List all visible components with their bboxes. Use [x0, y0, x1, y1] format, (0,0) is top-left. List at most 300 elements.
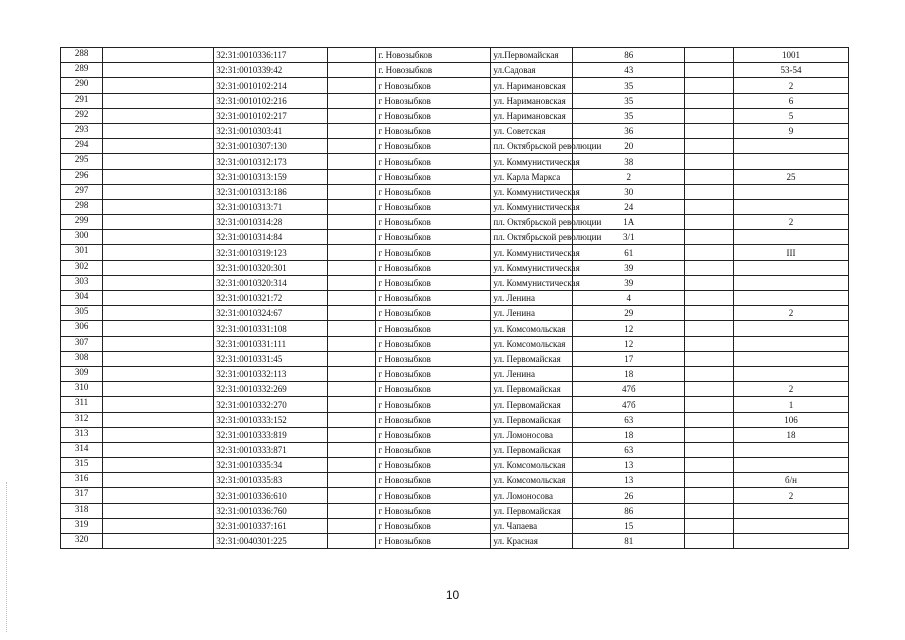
table-row	[61, 245, 849, 260]
row-number-cell: 313	[61, 427, 103, 442]
empty-cell	[327, 427, 376, 442]
row-number-cell: 291	[61, 93, 103, 108]
table-row	[61, 230, 849, 245]
apartment-cell	[734, 230, 849, 245]
apartment-cell: 1	[734, 397, 849, 412]
table-row	[61, 336, 849, 351]
empty-cell	[327, 518, 376, 533]
street-cell: ул. Карла Маркса	[491, 169, 573, 184]
empty-cell	[103, 321, 214, 336]
cadastral-number-cell: 32:31:0010336:760	[214, 503, 328, 518]
house-number-cell: 3/1	[573, 230, 685, 245]
cadastral-number-cell: 32:31:0010320:314	[214, 275, 328, 290]
apartment-cell	[734, 442, 849, 457]
street-cell: ул. Первомайская	[491, 397, 573, 412]
city-cell: г Новозыбков	[376, 93, 491, 108]
table-row	[61, 518, 849, 533]
row-number-cell: 309	[61, 366, 103, 381]
house-number-cell: 12	[573, 336, 685, 351]
property-table-container	[60, 47, 849, 549]
empty-cell	[327, 108, 376, 123]
city-cell: г Новозыбков	[376, 382, 491, 397]
house-number-cell: 26	[573, 488, 685, 503]
empty-cell	[103, 139, 214, 154]
cadastral-number-cell: 32:31:0010314:28	[214, 215, 328, 230]
table-row	[61, 63, 849, 78]
street-cell: ул. Первомайская	[491, 412, 573, 427]
empty-cell	[103, 382, 214, 397]
house-number-cell: 81	[573, 534, 685, 549]
city-cell: г Новозыбков	[376, 518, 491, 533]
apartment-cell: 6	[734, 93, 849, 108]
row-number-cell: 299	[61, 215, 103, 230]
row-number-cell: 316	[61, 473, 103, 488]
apartment-cell: 2	[734, 306, 849, 321]
row-number-cell: 315	[61, 458, 103, 473]
city-cell: г Новозыбков	[376, 336, 491, 351]
cadastral-number-cell: 32:31:0010314:84	[214, 230, 328, 245]
house-number-cell: 30	[573, 184, 685, 199]
apartment-cell: 1001	[734, 48, 849, 63]
table-row	[61, 503, 849, 518]
apartment-cell: 9	[734, 123, 849, 138]
empty-cell	[103, 412, 214, 427]
table-row	[61, 78, 849, 93]
cadastral-number-cell: 32:31:0010333:871	[214, 442, 328, 457]
row-number-cell: 307	[61, 336, 103, 351]
cadastral-number-cell: 32:31:0010324:67	[214, 306, 328, 321]
city-cell: г Новозыбков	[376, 534, 491, 549]
empty-cell	[103, 245, 214, 260]
apartment-cell	[734, 275, 849, 290]
row-number-cell: 303	[61, 275, 103, 290]
empty-cell	[327, 442, 376, 457]
street-cell: ул. Коммунистическая	[491, 245, 573, 260]
empty-cell	[327, 230, 376, 245]
house-number-cell: 18	[573, 366, 685, 381]
empty-cell	[327, 260, 376, 275]
empty-cell	[327, 412, 376, 427]
empty-cell	[103, 291, 214, 306]
empty-cell	[685, 215, 734, 230]
row-number-cell: 317	[61, 488, 103, 503]
city-cell: г Новозыбков	[376, 260, 491, 275]
table-row	[61, 260, 849, 275]
street-cell: ул. Коммунистическая	[491, 260, 573, 275]
empty-cell	[685, 154, 734, 169]
apartment-cell	[734, 518, 849, 533]
table-row	[61, 154, 849, 169]
house-number-cell: 63	[573, 412, 685, 427]
apartment-cell: 25	[734, 169, 849, 184]
city-cell: г Новозыбков	[376, 139, 491, 154]
street-cell: ул. Ломоносова	[491, 488, 573, 503]
cadastral-number-cell: 32:31:0010307:130	[214, 139, 328, 154]
cadastral-number-cell: 32:31:0010303:41	[214, 123, 328, 138]
empty-cell	[685, 518, 734, 533]
empty-cell	[327, 488, 376, 503]
empty-cell	[685, 63, 734, 78]
empty-cell	[103, 123, 214, 138]
street-cell: ул. Чапаева	[491, 518, 573, 533]
empty-cell	[685, 199, 734, 214]
row-number-cell: 319	[61, 518, 103, 533]
row-number-cell: 302	[61, 260, 103, 275]
row-number-cell: 295	[61, 154, 103, 169]
empty-cell	[103, 184, 214, 199]
street-cell: ул. Советская	[491, 123, 573, 138]
empty-cell	[685, 245, 734, 260]
empty-cell	[327, 169, 376, 184]
city-cell: г Новозыбков	[376, 108, 491, 123]
city-cell: г Новозыбков	[376, 473, 491, 488]
city-cell: г Новозыбков	[376, 215, 491, 230]
table-row	[61, 427, 849, 442]
empty-cell	[327, 93, 376, 108]
cadastral-number-cell: 32:31:0010331:45	[214, 351, 328, 366]
row-number-cell: 312	[61, 412, 103, 427]
empty-cell	[685, 291, 734, 306]
empty-cell	[327, 48, 376, 63]
table-row	[61, 488, 849, 503]
empty-cell	[103, 366, 214, 381]
row-number-cell: 305	[61, 306, 103, 321]
empty-cell	[685, 321, 734, 336]
street-cell: ул. Коммунистическая	[491, 154, 573, 169]
row-number-cell: 310	[61, 382, 103, 397]
city-cell: г Новозыбков	[376, 78, 491, 93]
apartment-cell	[734, 458, 849, 473]
cadastral-number-cell: 32:31:0010335:34	[214, 458, 328, 473]
table-row	[61, 184, 849, 199]
empty-cell	[327, 458, 376, 473]
street-cell: пл. Октябрьской революции	[491, 215, 573, 230]
apartment-cell	[734, 534, 849, 549]
table-row	[61, 48, 849, 63]
apartment-cell: б/н	[734, 473, 849, 488]
table-row	[61, 412, 849, 427]
empty-cell	[103, 215, 214, 230]
empty-cell	[103, 351, 214, 366]
street-cell: ул. Ленина	[491, 291, 573, 306]
row-number-cell: 320	[61, 534, 103, 549]
house-number-cell: 35	[573, 108, 685, 123]
street-cell: ул. Комсомольская	[491, 473, 573, 488]
cadastral-number-cell: 32:31:0010332:113	[214, 366, 328, 381]
house-number-cell: 47б	[573, 382, 685, 397]
house-number-cell: 13	[573, 458, 685, 473]
city-cell: г Новозыбков	[376, 306, 491, 321]
street-cell: ул. Первомайская	[491, 442, 573, 457]
table-row	[61, 199, 849, 214]
empty-cell	[103, 108, 214, 123]
row-number-cell: 304	[61, 291, 103, 306]
empty-cell	[103, 534, 214, 549]
house-number-cell: 86	[573, 48, 685, 63]
cadastral-number-cell: 32:31:0010336:117	[214, 48, 328, 63]
street-cell: ул. Комсомольская	[491, 458, 573, 473]
table-row	[61, 306, 849, 321]
empty-cell	[685, 230, 734, 245]
table-row	[61, 382, 849, 397]
empty-cell	[685, 412, 734, 427]
empty-cell	[327, 139, 376, 154]
city-cell: г Новозыбков	[376, 291, 491, 306]
apartment-cell: 2	[734, 215, 849, 230]
empty-cell	[685, 534, 734, 549]
cadastral-number-cell: 32:31:0010321:72	[214, 291, 328, 306]
city-cell: г Новозыбков	[376, 503, 491, 518]
apartment-cell	[734, 139, 849, 154]
apartment-cell	[734, 184, 849, 199]
empty-cell	[327, 215, 376, 230]
house-number-cell: 39	[573, 260, 685, 275]
house-number-cell: 86	[573, 503, 685, 518]
street-cell: ул. Коммунистическая	[491, 275, 573, 290]
cadastral-number-cell: 32:31:0040301:225	[214, 534, 328, 549]
house-number-cell: 17	[573, 351, 685, 366]
apartment-cell	[734, 321, 849, 336]
empty-cell	[103, 260, 214, 275]
cadastral-number-cell: 32:31:0010333:819	[214, 427, 328, 442]
cadastral-number-cell: 32:31:0010102:217	[214, 108, 328, 123]
empty-cell	[327, 306, 376, 321]
street-cell: ул. Первомайская	[491, 503, 573, 518]
apartment-cell: III	[734, 245, 849, 260]
city-cell: г Новозыбков	[376, 230, 491, 245]
scan-edge-marks	[6, 482, 9, 632]
city-cell: г. Новозыбков	[376, 48, 491, 63]
table-row	[61, 291, 849, 306]
empty-cell	[685, 366, 734, 381]
house-number-cell: 24	[573, 199, 685, 214]
row-number-cell: 288	[61, 48, 103, 63]
empty-cell	[685, 306, 734, 321]
street-cell: ул.Садовая	[491, 63, 573, 78]
empty-cell	[103, 488, 214, 503]
empty-cell	[685, 123, 734, 138]
street-cell: пл. Октябрьской революции	[491, 139, 573, 154]
empty-cell	[685, 442, 734, 457]
cadastral-number-cell: 32:31:0010312:173	[214, 154, 328, 169]
apartment-cell	[734, 260, 849, 275]
empty-cell	[685, 275, 734, 290]
city-cell: г Новозыбков	[376, 366, 491, 381]
street-cell: ул. Комсомольская	[491, 321, 573, 336]
city-cell: г Новозыбков	[376, 427, 491, 442]
cadastral-number-cell: 32:31:0010332:270	[214, 397, 328, 412]
row-number-cell: 296	[61, 169, 103, 184]
empty-cell	[327, 245, 376, 260]
row-number-cell: 290	[61, 78, 103, 93]
empty-cell	[685, 382, 734, 397]
empty-cell	[327, 382, 376, 397]
row-number-cell: 293	[61, 123, 103, 138]
empty-cell	[327, 473, 376, 488]
street-cell: ул. Коммунистическая	[491, 199, 573, 214]
city-cell: г Новозыбков	[376, 275, 491, 290]
house-number-cell: 61	[573, 245, 685, 260]
empty-cell	[327, 397, 376, 412]
row-number-cell: 301	[61, 245, 103, 260]
apartment-cell: 106	[734, 412, 849, 427]
row-number-cell: 298	[61, 199, 103, 214]
street-cell: ул. Наримановская	[491, 93, 573, 108]
street-cell: ул. Ленина	[491, 306, 573, 321]
empty-cell	[685, 108, 734, 123]
table-row	[61, 215, 849, 230]
city-cell: г Новозыбков	[376, 351, 491, 366]
apartment-cell	[734, 366, 849, 381]
table-row	[61, 321, 849, 336]
table-row	[61, 169, 849, 184]
house-number-cell: 13	[573, 473, 685, 488]
street-cell: ул. Первомайская	[491, 382, 573, 397]
empty-cell	[327, 184, 376, 199]
apartment-cell: 53-54	[734, 63, 849, 78]
empty-cell	[103, 458, 214, 473]
empty-cell	[327, 321, 376, 336]
row-number-cell: 292	[61, 108, 103, 123]
empty-cell	[327, 336, 376, 351]
empty-cell	[103, 48, 214, 63]
street-cell: ул. Коммунистическая	[491, 184, 573, 199]
cadastral-number-cell: 32:31:0010339:42	[214, 63, 328, 78]
house-number-cell: 1А	[573, 215, 685, 230]
cadastral-number-cell: 32:31:0010313:71	[214, 199, 328, 214]
empty-cell	[103, 78, 214, 93]
table-row	[61, 458, 849, 473]
cadastral-number-cell: 32:31:0010335:83	[214, 473, 328, 488]
empty-cell	[327, 199, 376, 214]
apartment-cell	[734, 503, 849, 518]
empty-cell	[685, 351, 734, 366]
apartment-cell	[734, 154, 849, 169]
cadastral-number-cell: 32:31:0010102:216	[214, 93, 328, 108]
cadastral-number-cell: 32:31:0010313:186	[214, 184, 328, 199]
house-number-cell: 35	[573, 78, 685, 93]
house-number-cell: 12	[573, 321, 685, 336]
cadastral-number-cell: 32:31:0010337:161	[214, 518, 328, 533]
house-number-cell: 2	[573, 169, 685, 184]
house-number-cell: 63	[573, 442, 685, 457]
empty-cell	[327, 275, 376, 290]
empty-cell	[103, 397, 214, 412]
house-number-cell: 36	[573, 123, 685, 138]
empty-cell	[103, 63, 214, 78]
city-cell: г Новозыбков	[376, 412, 491, 427]
house-number-cell: 39	[573, 275, 685, 290]
street-cell: ул. Наримановская	[491, 108, 573, 123]
cadastral-number-cell: 32:31:0010313:159	[214, 169, 328, 184]
apartment-cell: 18	[734, 427, 849, 442]
empty-cell	[327, 503, 376, 518]
table-row	[61, 93, 849, 108]
street-cell: ул. Красная	[491, 534, 573, 549]
city-cell: г Новозыбков	[376, 154, 491, 169]
house-number-cell: 43	[573, 63, 685, 78]
apartment-cell: 2	[734, 78, 849, 93]
empty-cell	[103, 427, 214, 442]
house-number-cell: 29	[573, 306, 685, 321]
empty-cell	[327, 291, 376, 306]
page-number: 10	[445, 588, 460, 602]
city-cell: г Новозыбков	[376, 458, 491, 473]
empty-cell	[685, 93, 734, 108]
apartment-cell	[734, 199, 849, 214]
table-row	[61, 275, 849, 290]
empty-cell	[103, 169, 214, 184]
house-number-cell: 4	[573, 291, 685, 306]
street-cell: ул. Комсомольская	[491, 336, 573, 351]
empty-cell	[685, 139, 734, 154]
cadastral-number-cell: 32:31:0010333:152	[214, 412, 328, 427]
apartment-cell	[734, 336, 849, 351]
city-cell: г Новозыбков	[376, 488, 491, 503]
house-number-cell: 35	[573, 93, 685, 108]
empty-cell	[685, 458, 734, 473]
cadastral-number-cell: 32:31:0010102:214	[214, 78, 328, 93]
row-number-cell: 289	[61, 63, 103, 78]
empty-cell	[103, 230, 214, 245]
street-cell: пл. Октябрьской революции	[491, 230, 573, 245]
empty-cell	[327, 78, 376, 93]
empty-cell	[103, 93, 214, 108]
table-row	[61, 139, 849, 154]
street-cell: ул. Наримановская	[491, 78, 573, 93]
empty-cell	[685, 336, 734, 351]
city-cell: г Новозыбков	[376, 245, 491, 260]
apartment-cell: 2	[734, 382, 849, 397]
row-number-cell: 311	[61, 397, 103, 412]
table-row	[61, 473, 849, 488]
row-number-cell: 318	[61, 503, 103, 518]
empty-cell	[685, 260, 734, 275]
empty-cell	[327, 63, 376, 78]
table-row	[61, 442, 849, 457]
house-number-cell: 47б	[573, 397, 685, 412]
empty-cell	[327, 534, 376, 549]
cadastral-number-cell: 32:31:0010336:610	[214, 488, 328, 503]
empty-cell	[327, 123, 376, 138]
row-number-cell: 314	[61, 442, 103, 457]
row-number-cell: 306	[61, 321, 103, 336]
empty-cell	[685, 488, 734, 503]
empty-cell	[327, 366, 376, 381]
cadastral-number-cell: 32:31:0010319:123	[214, 245, 328, 260]
table-row	[61, 351, 849, 366]
empty-cell	[685, 184, 734, 199]
empty-cell	[685, 427, 734, 442]
empty-cell	[103, 442, 214, 457]
street-cell: ул.Первомайская	[491, 48, 573, 63]
street-cell: ул. Ломоносова	[491, 427, 573, 442]
city-cell: г Новозыбков	[376, 442, 491, 457]
empty-cell	[685, 48, 734, 63]
table-body	[61, 48, 849, 549]
apartment-cell	[734, 291, 849, 306]
table-row	[61, 397, 849, 412]
house-number-cell: 20	[573, 139, 685, 154]
city-cell: г Новозыбков	[376, 184, 491, 199]
table-row	[61, 366, 849, 381]
empty-cell	[103, 154, 214, 169]
apartment-cell: 2	[734, 488, 849, 503]
house-number-cell: 38	[573, 154, 685, 169]
cadastral-number-cell: 32:31:0010332:269	[214, 382, 328, 397]
empty-cell	[685, 503, 734, 518]
empty-cell	[103, 306, 214, 321]
